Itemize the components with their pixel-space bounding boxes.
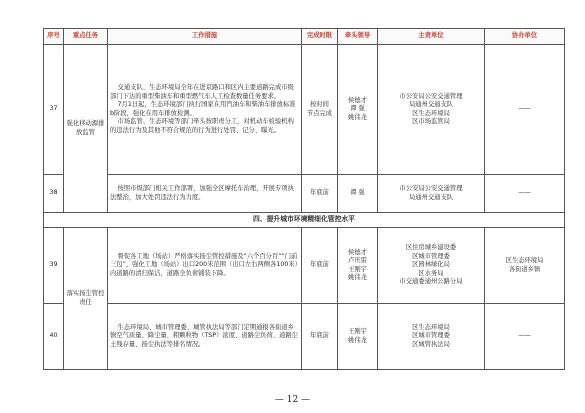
section-title: 四、提升城市环境精细化管控水平 xyxy=(44,213,565,228)
responsible-unit: 区市场监管局 xyxy=(412,118,450,125)
cooperate-unit: 区生态环境局 xyxy=(505,257,544,264)
header-cooperate: 协办单位 xyxy=(485,29,565,45)
deadline-cell: 年底前 xyxy=(302,228,338,304)
cooperate-cell: —— xyxy=(485,304,565,370)
header-no: 序号 xyxy=(44,29,64,45)
measure-text: 按照市级部门相关工作部署，加强全区摩托车治理，开展专项执法整治，加大处罚违法行为力度。 xyxy=(110,185,294,201)
lead-name: 王刚宇 xyxy=(348,328,367,335)
responsible-unit: 区城管执法局 xyxy=(412,340,450,348)
page-number: — 12 — xyxy=(274,395,311,405)
table-row xyxy=(44,45,565,175)
table-row xyxy=(44,228,565,304)
responsible-unit: 区城市管理委 xyxy=(412,252,450,260)
task-cell: 落实扬尘管控责任 xyxy=(64,228,108,370)
lead-name: 姚伟龙 xyxy=(348,113,367,121)
responsible-unit: 局通州交通支队 xyxy=(408,101,454,108)
cooperate-cell xyxy=(485,228,565,304)
measures-cell xyxy=(108,304,302,370)
cooperate-unit: 各街道乡镇 xyxy=(508,265,541,273)
row-number: 37 xyxy=(44,45,64,175)
measure-text: 生态环境局、城市管理委、城管执法局等部门定期通报各街道乡镇空气质量、降尘量、粗颗粒物（TSP）浓度、道路尘负荷、道路尘土残存量、扬尘执法等排名情况。 xyxy=(110,323,298,348)
deadline-line: 节点完成 xyxy=(306,109,333,117)
cooperate-cell: —— xyxy=(485,45,565,175)
header-measures: 工作措施 xyxy=(108,29,302,45)
responsible-unit: 市交通委通州公路分局 xyxy=(399,278,463,286)
lead-cell xyxy=(338,45,378,175)
lead-name: 姚伟龙 xyxy=(348,274,367,281)
lead-name: 谭 强 xyxy=(350,105,365,113)
deadline-cell: 年底前 xyxy=(302,304,338,370)
header-responsible: 主责单位 xyxy=(378,29,485,45)
lead-cell xyxy=(338,228,378,304)
measures-cell xyxy=(108,45,302,175)
measure-text: 督促各工地（场站）严格落实扬尘管控措施及“六个百分百”“门前三包”，强化工地（场站）出口200米范围（出口左右两侧各100米）内道路的清扫保洁，道路全负荷铺装下降。 xyxy=(110,252,298,277)
lead-name: 侯德才 xyxy=(348,96,367,104)
responsible-unit: 区水务局 xyxy=(418,269,444,277)
task-table xyxy=(43,28,565,370)
table-row xyxy=(44,304,565,370)
responsible-unit: 区城市管理委 xyxy=(412,332,450,340)
lead-name: 王刚宇 xyxy=(348,265,367,273)
header-task: 重点任务 xyxy=(64,29,108,45)
responsible-unit: 区住房城乡建设委 xyxy=(405,244,457,252)
lead-name: 卢庆雷 xyxy=(348,257,367,264)
responsible-unit: 市公安局公安交通管理 xyxy=(399,92,463,100)
header-lead: 牵头领导 xyxy=(338,29,378,45)
lead-name: 侯德才 xyxy=(348,248,367,256)
responsible-cell xyxy=(378,45,485,175)
deadline-cell xyxy=(302,45,338,175)
header-deadline: 完成时限 xyxy=(302,29,338,45)
responsible-unit: 区生态环境局 xyxy=(412,323,450,331)
lead-cell xyxy=(338,304,378,370)
responsible-unit: 市公安局公安交通管理 xyxy=(399,185,463,192)
responsible-cell xyxy=(378,228,485,304)
table-header-row xyxy=(44,29,565,45)
deadline-cell: 年底前 xyxy=(302,175,338,213)
measure-text: 交通支队、生态环境局全年在进京路口和区内主要道路完成市级部门下达的重型柴油车和重型燃气车人工检查数量任务要求。 xyxy=(110,84,294,100)
lead-name: 姚伟龙 xyxy=(348,336,367,344)
responsible-unit: 局通州交通支队 xyxy=(408,193,454,201)
measures-cell xyxy=(108,228,302,304)
table-row xyxy=(44,175,565,213)
responsible-unit: 区生态环境局 xyxy=(412,109,450,117)
responsible-unit: 区园林绿化局 xyxy=(412,261,450,269)
lead-cell: 谭 强 xyxy=(338,175,378,213)
measures-cell xyxy=(108,175,302,213)
cooperate-cell: —— xyxy=(485,175,565,213)
responsible-cell xyxy=(378,175,485,213)
task-cell: 强化移动源排放监管 xyxy=(64,45,108,213)
row-number: 40 xyxy=(44,304,64,370)
measure-text: 7月1日起，生态环境部门执行国家在用汽油车和柴油车排放标准b阶段，强化在用车排放检测。 xyxy=(110,101,296,117)
deadline-line: 按时间 xyxy=(310,101,329,108)
row-number: 38 xyxy=(44,175,64,213)
section-row xyxy=(44,213,565,228)
responsible-cell xyxy=(378,304,485,370)
row-number: 39 xyxy=(44,228,64,304)
measure-text: 市场监管、生态环境等部门牵头按职责分工，对机动车检验机构的违法行为及其他不符合规范的行为进行处罚、记分、曝光。 xyxy=(110,118,294,134)
